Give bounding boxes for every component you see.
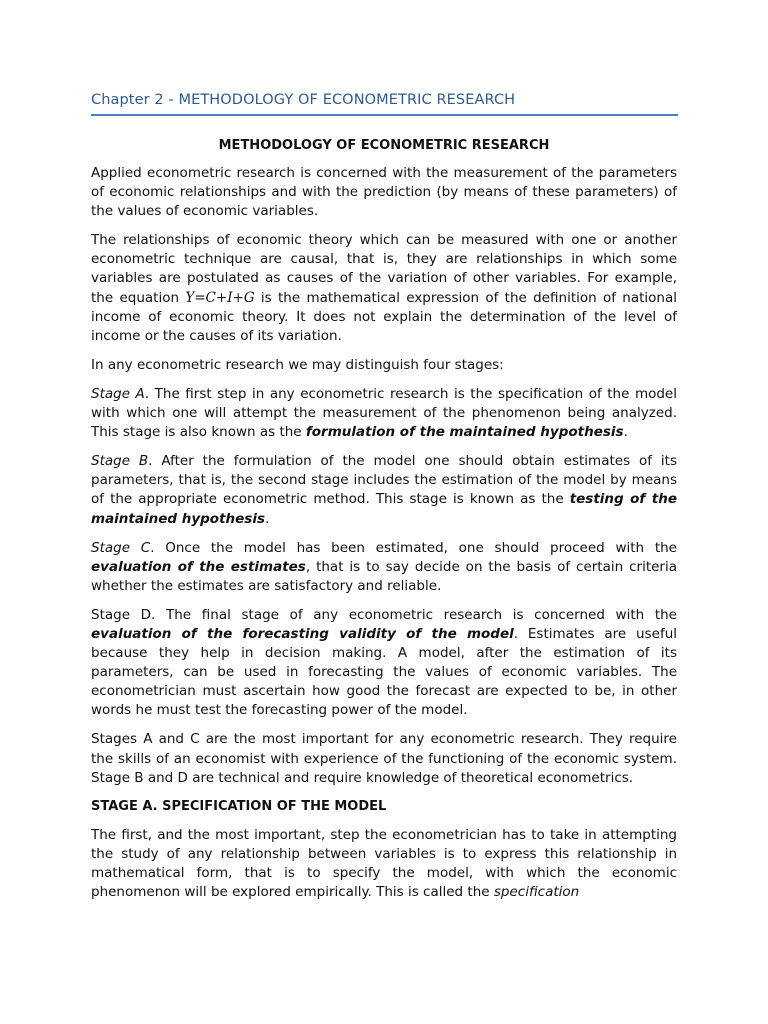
specification-emphasis: specification [493, 884, 580, 900]
paragraph-text: The relationships of economic theory which can be measured with one or another econometric technique are causal, that is, they are relationships in which some variables are postulated as causes of the variation of other variables. For example, the equation [91, 232, 677, 306]
stage-a-label: Stage A [91, 385, 145, 402]
paragraph-summary: Stages A and C are the most important for any econometric research. They require the skills of an economist with experience of the functioning of the economic system. Stage B and D are technical and require knowledge of theoretical econometrics. [91, 731, 677, 786]
paragraph-stage-b [91, 452, 677, 528]
paragraph-stage-a [91, 385, 677, 442]
paragraph-text: The first, and the most important, step the econometrician has to take in attempting the study of any relationship between variables is to express this relationship in mathematical form, that is to specify the model, with which the economic phenomenon will be explored empirically. This is called the [91, 826, 677, 900]
paragraph-text: . Once the model has been estimated, one should proceed with the [150, 539, 677, 556]
document-body [91, 137, 677, 912]
paragraph-text: is the mathematical expression of the definition of national income of economic theory. It does not explain the determination of the level of income or the causes of its variation. [91, 289, 677, 344]
section-heading: STAGE A. SPECIFICATION OF THE MODEL [91, 798, 387, 814]
paragraph-four-stages: In any econometric research we may distinguish four stages: [91, 356, 504, 373]
stage-a-emphasis: formulation of the maintained hypothesis [305, 424, 624, 441]
paragraph-specification [91, 826, 677, 902]
paragraph-text: . [623, 424, 628, 441]
paragraph-stage-c [91, 539, 677, 596]
document-title: METHODOLOGY OF ECONOMETRIC RESEARCH [218, 138, 550, 153]
paragraph-stage-d [91, 606, 677, 721]
paragraph-text: . [265, 510, 270, 527]
stage-d-emphasis: evaluation of the forecasting validity of the model [91, 625, 514, 642]
stage-b-label: Stage B [91, 453, 149, 470]
paragraph-intro: Applied econometric research is concerned with the measurement of the parameters of economic relationships and with the prediction (by means of these parameters) of the values of economic variables. [91, 165, 677, 220]
paragraph-text: . After the formulation of the model one should obtain estimates of its parameters, that is, the second stage includes the estimation of the model by means of the appropriate econometric method. This stage is known as the [91, 453, 677, 508]
paragraph-text: . The first step in any econometric research is the specification of the model with which one will attempt the measurement of the phenomenon being analyzed. This stage is also known as the [91, 385, 677, 441]
paragraph-text: Stage D. The final stage of any econometric research is concerned with the [91, 606, 677, 623]
national-income-equation: Y=C+I+G [185, 289, 255, 306]
chapter-header: Chapter 2 - METHODOLOGY OF ECONOMETRIC RESEARCH [91, 92, 678, 116]
paragraph-text: . Estimates are useful because they help in decision making. A model, after the estimation of its parameters, can be used in forecasting the values of economic variables. The econometrician must ascertain how good the forecast are expected to be, in other words he must test the forecasting power of the model. [91, 625, 677, 719]
stage-c-label: Stage C [91, 539, 151, 556]
paragraph-text: , that is to say decide on the basis of certain criteria whether the estimates are satisfactory and reliable. [91, 558, 678, 594]
stage-c-emphasis: evaluation of the estimates [91, 558, 306, 575]
paragraph-causal-relationships [91, 231, 677, 346]
stage-b-emphasis: testing of the maintained hypothesis [91, 491, 677, 527]
